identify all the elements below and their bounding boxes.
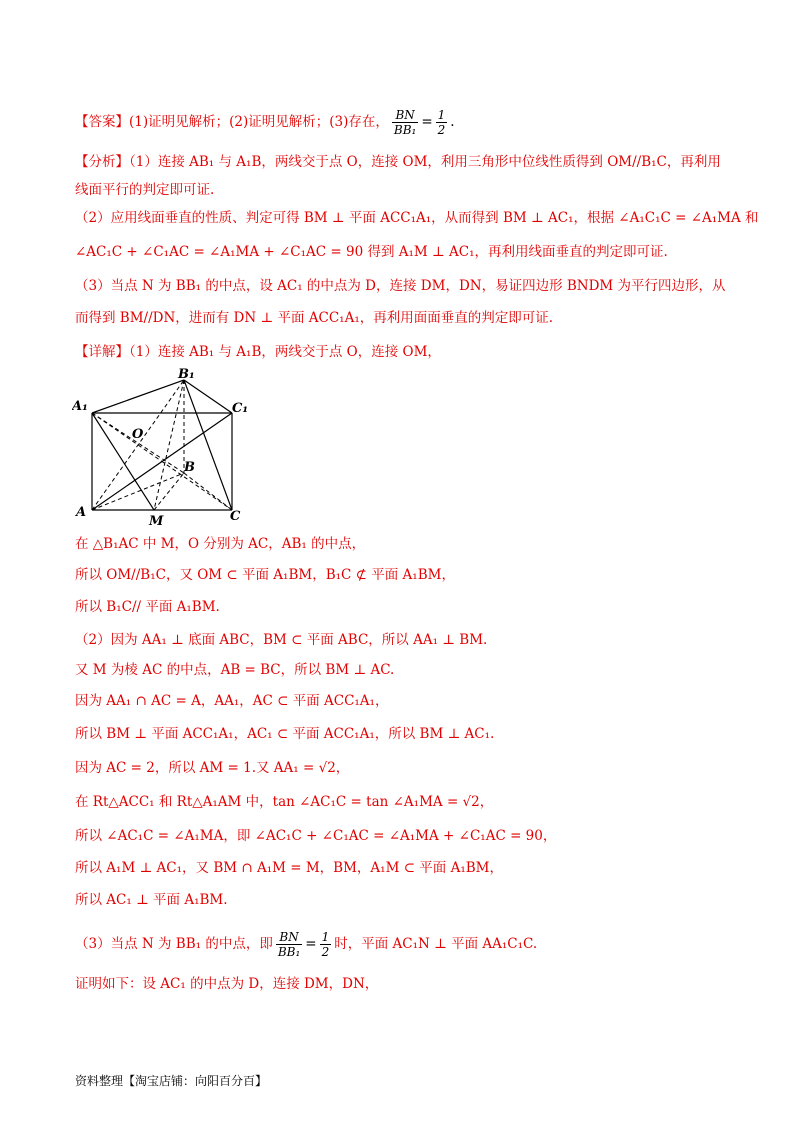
label-C: C: [230, 509, 241, 524]
label-A1: A₁: [72, 399, 88, 414]
detail-line-2: 所以 OM//B₁C，又 OM ⊂ 平面 A₁BM，B₁C ⊄ 平面 A₁BM，: [75, 567, 455, 583]
detail-line-6: 因为 AA₁ ∩ AC = A，AA₁，AC ⊂ 平面 ACC₁A₁，: [75, 693, 389, 709]
prism-diagram: [72, 368, 262, 528]
label-B1: B₁: [178, 368, 195, 382]
answer-bracket: 【答案】: [75, 114, 129, 130]
label-B: B: [184, 460, 195, 475]
answer-text: (1)证明见解析；(2)证明见解析；(3)存在，: [129, 114, 389, 130]
detail-proof-line: 证明如下：设 AC₁ 的中点为 D，连接 DM，DN，: [75, 976, 379, 992]
label-A: A: [76, 505, 87, 520]
answer-line: 【答案】(1)证明见解析；(2)证明见解析；(3)存在， $\frac{BN}{\text{BB₁}}$ = $\frac{1}{2}$ .: [75, 108, 455, 137]
answer-fraction: $\frac{BN}{\text{BB₁}}$: [393, 108, 417, 137]
detail-line-7: 所以 BM ⊥ 平面 ACC₁A₁，AC₁ ⊂ 平面 ACC₁A₁，所以 BM ⊥ AC₁.: [75, 726, 495, 742]
analysis-bracket: 【分析】: [75, 154, 129, 170]
detail-line-4: （2）因为 AA₁ ⊥ 底面 ABC，BM ⊂ 平面 ABC，所以 AA₁ ⊥ BM.: [75, 632, 488, 648]
prism-figure: [72, 368, 262, 532]
detail-line-12: 所以 AC₁ ⊥ 平面 A₁BM.: [75, 892, 228, 908]
analysis-line-1: 【分析】（1）连接 AB₁ 与 A₁B，两线交于点 O，连接 OM，利用三角形中位线性质得到 OM//B₁C，再利用: [75, 154, 721, 170]
label-M: M: [149, 514, 164, 528]
analysis-line-3: （2）应用线面垂直的性质、判定可得 BM ⊥ 平面 ACC₁A₁，从而得到 BM ⊥ AC₁，根据 ∠A₁C₁C = ∠A₁MA 和: [75, 210, 759, 226]
detail-line-10: 所以 ∠AC₁C = ∠A₁MA，即 ∠AC₁C + ∠C₁AC = ∠A₁MA + ∠C₁AC = 90，: [75, 828, 557, 844]
answer-value-fraction: $\frac{1}{2}$: [437, 108, 446, 137]
label-C1: C₁: [232, 401, 249, 416]
detail-line-3: 所以 B₁C// 平面 A₁BM.: [75, 599, 220, 615]
detail-bracket: 【详解】: [75, 344, 129, 360]
detail-line-first: 【详解】（1）连接 AB₁ 与 A₁B，两线交于点 O，连接 OM，: [75, 344, 441, 360]
detail-line-5: 又 M 为棱 AC 的中点，AB = BC，所以 BM ⊥ AC.: [75, 662, 395, 678]
part3-value-fraction: $\frac{1}{2}$: [321, 930, 330, 959]
detail-line-1: 在 △B₁AC 中 M，O 分别为 AC，AB₁ 的中点，: [75, 536, 366, 552]
label-O: O: [132, 427, 144, 442]
analysis-line-5: （3）当点 N 为 BB₁ 的中点，设 AC₁ 的中点为 D，连接 DM，DN，易证四边形 BNDM 为平行四边形，从: [75, 278, 726, 294]
detail-line-9: 在 Rt△ACC₁ 和 Rt△A₁AM 中，tan ∠AC₁C = tan ∠A₁MA = √2，: [75, 794, 494, 810]
detail-line-11: 所以 A₁M ⊥ AC₁，又 BM ∩ A₁M = M，BM，A₁M ⊂ 平面 A₁BM，: [75, 860, 503, 876]
page-footer: 资料整理【淘宝店铺：向阳百分百】: [75, 1074, 268, 1088]
analysis-line-4: ∠AC₁C + ∠C₁AC = ∠A₁MA + ∠C₁AC = 90 得到 A₁M ⊥ AC₁，再利用线面垂直的判定即可证.: [75, 244, 668, 260]
detail-line-8: 因为 AC = 2，所以 AM = 1.又 AA₁ = √2，: [75, 760, 350, 776]
analysis-line-2: 线面平行的判定即可证.: [75, 182, 215, 198]
part3-fraction: $\frac{BN}{\text{BB₁}}$: [277, 930, 301, 959]
analysis-line-6: 而得到 BM//DN，进而有 DN ⊥ 平面 ACC₁A₁，再利用面面垂直的判定即可证.: [75, 310, 554, 326]
detail-part3-line: （3）当点 N 为 BB₁ 的中点，即 $\frac{BN}{\text{BB₁}}$ = $\frac{1}{2}$ 时，平面 AC₁N ⊥ 平面 AA₁C₁C.: [75, 930, 538, 959]
